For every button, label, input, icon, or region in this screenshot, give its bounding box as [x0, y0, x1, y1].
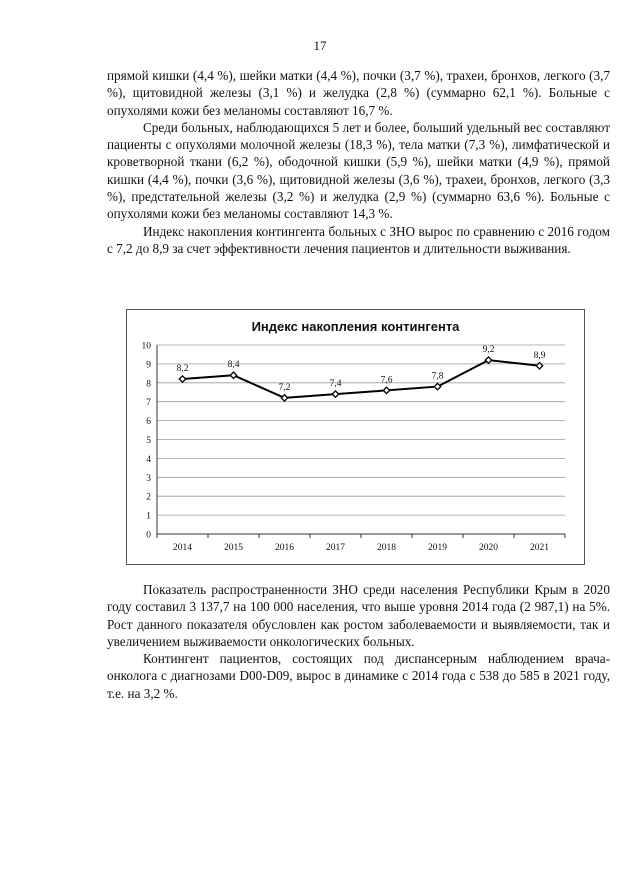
paragraph: Показатель распространенности ЗНО среди населения Республики Крым в 2020 году составил 3 137,7 на 100 000 населения, что выше уровня 2014 года (2 987,1) на 5%. Рост данного показателя обусловлен как ростом заболеваемости и выявляемости, так и увеличением выживаемости онкологических больных.: [107, 582, 610, 649]
data-label: 7,2: [278, 382, 291, 393]
chart-container: [126, 309, 585, 565]
y-tick-label: 0: [146, 530, 151, 541]
line-chart: [127, 310, 584, 564]
y-tick-label: 9: [146, 360, 151, 371]
chart-title: Индекс накопления контингента: [251, 319, 460, 334]
body-text-bottom: [107, 581, 610, 702]
body-text-top: [107, 67, 610, 257]
x-tick-label: 2016: [275, 543, 294, 553]
x-tick-label: 2018: [377, 543, 396, 553]
data-label: 7,6: [380, 375, 393, 386]
y-tick-label: 1: [146, 511, 151, 522]
y-tick-label: 2: [146, 492, 151, 503]
y-tick-label: 6: [146, 417, 151, 428]
y-tick-label: 7: [146, 398, 151, 409]
page-number: 17: [313, 38, 327, 53]
data-label: 7,8: [431, 371, 444, 382]
data-point: [332, 391, 338, 397]
data-point: [179, 376, 185, 382]
y-tick-label: 5: [146, 436, 151, 446]
x-tick-label: 2014: [173, 543, 192, 553]
data-point: [230, 372, 236, 378]
paragraph: Контингент пациентов, состоящих под диспансерным наблюдением врача-онколога с диагнозами D00-D09, вырос в динамике с 2014 года с 538 до 585 в 2021 году, т.е. на 3,2 %.: [107, 651, 610, 701]
paragraph: прямой кишки (4,4 %), шейки матки (4,4 %), почки (3,7 %), трахеи, бронхов, легкого (3,7 %), щитовидной железы (3,1 %) и желудка (2,8 %) (суммарно 62,1 %). Больные с опухолями кожи без меланомы составляют 16,7 %.: [107, 68, 610, 118]
x-tick-label: 2021: [530, 543, 549, 553]
data-label: 7,4: [329, 379, 342, 390]
paragraph: Среди больных, наблюдающихся 5 лет и более, больший удельный вес составляют пациенты с опухолями молочной железы (18,3 %), тела матки (7,3 %), лимфатической и кроветворной ткани (6,2 %), ободочной кишки (5,9 %), шейки матки (4,9 %), прямой кишки (4,4 %), почки (3,6 %), щитовидной железы (3,6 %), трахеи, бронхов, легкого (3,3 %), предстательной железы (3,2 %) и желудка (2,9 %) (суммарно 63,6 %). Больные с опухолями кожи без меланомы составляют 14,3 %.: [107, 119, 610, 222]
x-tick-label: 2017: [326, 543, 345, 553]
data-label: 8,2: [176, 364, 189, 375]
x-tick-label: 2015: [224, 543, 243, 553]
data-label: 8,4: [227, 360, 240, 371]
data-label: 8,9: [533, 350, 546, 361]
paragraph: Индекс накопления контингента больных с ЗНО вырос по сравнению с 2016 годом с 7,2 до 8,9 за счет эффективности лечения пациентов и длительности выживания.: [107, 223, 610, 256]
y-tick-label: 3: [146, 473, 151, 484]
data-label: 9,2: [482, 345, 495, 356]
data-point: [383, 387, 389, 393]
x-tick-label: 2019: [428, 543, 447, 553]
y-tick-label: 10: [141, 341, 151, 352]
data-point: [281, 395, 287, 401]
y-tick-label: 8: [146, 379, 151, 390]
y-tick-label: 4: [146, 454, 151, 465]
x-tick-label: 2020: [479, 543, 498, 553]
